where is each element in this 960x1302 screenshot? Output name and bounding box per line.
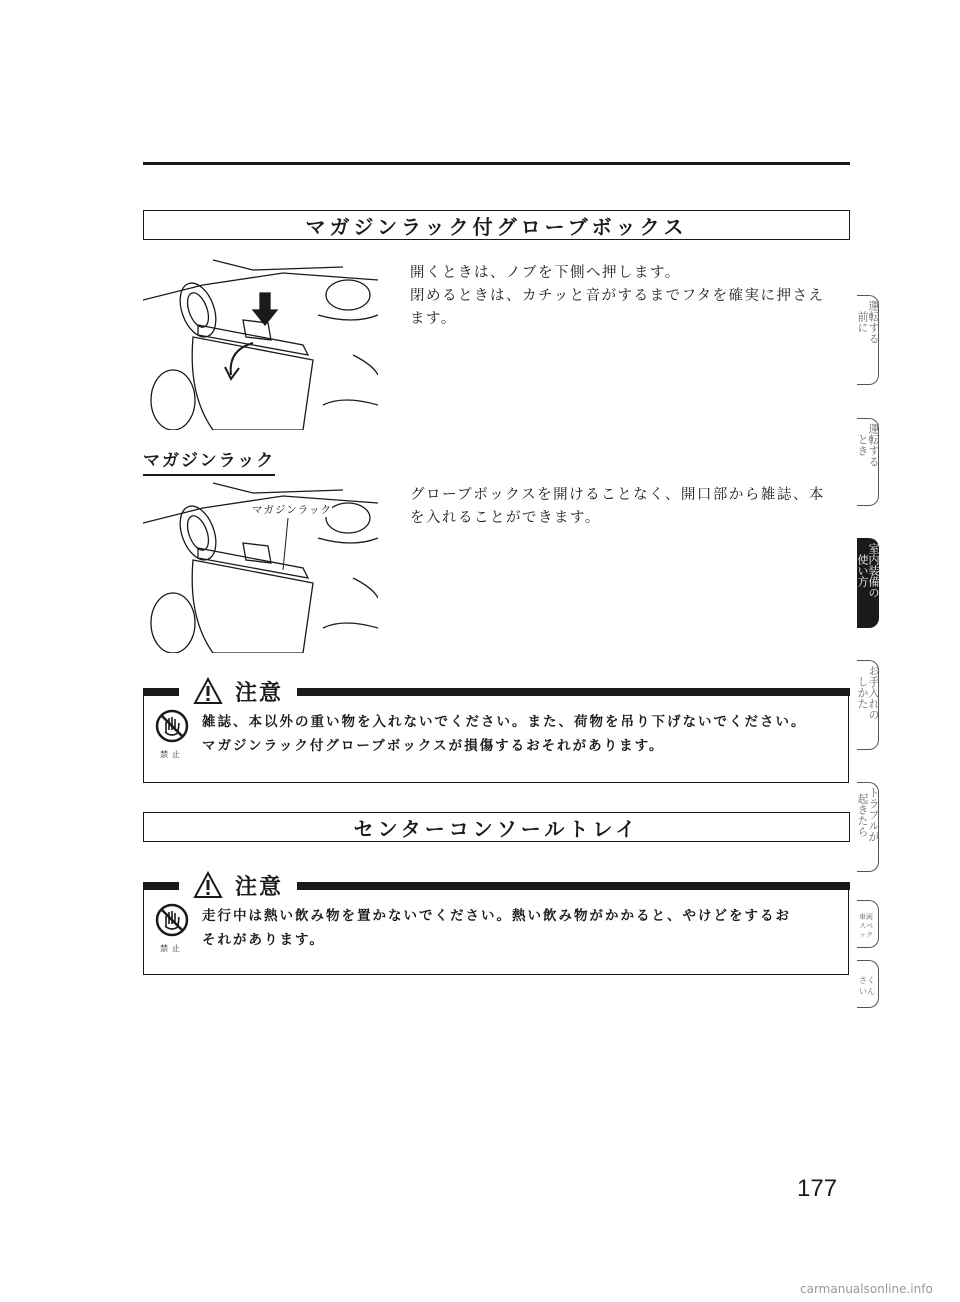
chapter-tab-index[interactable] (857, 960, 879, 1008)
subsection-title-magazine-rack: マガジンラック (143, 446, 275, 476)
caution-content (143, 890, 849, 975)
caution-content (143, 696, 849, 783)
page-number: 177 (797, 1175, 838, 1202)
tab-col: 使い方 (856, 554, 869, 587)
prohibited-sign (154, 708, 190, 760)
prohibited-hand-icon (154, 902, 190, 938)
chapter-tab-troubleshooting[interactable] (857, 782, 879, 872)
tab-col: とき (856, 434, 869, 456)
text-line: それがあります。 (202, 932, 325, 948)
tab-col: 運転する (867, 300, 880, 344)
magazine-rack-description (410, 484, 825, 530)
glovebox-description (410, 262, 825, 331)
text-line: を入れることができます。 (410, 510, 601, 526)
tab-col: 前に (856, 311, 869, 333)
tab-col: お手入れの (867, 665, 880, 720)
chapter-tab-interior-equipment[interactable] (857, 538, 879, 628)
tab-col: さくいん (859, 976, 875, 996)
chapter-tab-before-driving[interactable] (857, 295, 879, 385)
chapter-tab-vehicle-specs[interactable] (857, 900, 879, 948)
chapter-tab-when-driving[interactable] (857, 418, 879, 506)
section-title-glovebox: マガジンラック付グローブボックス (143, 210, 850, 240)
tab-col: 起きたら (856, 792, 869, 837)
chapter-tab-maintenance[interactable] (857, 660, 879, 750)
tab-col: 車両スペック (859, 913, 873, 939)
top-rule (143, 162, 850, 165)
prohibited-hand-icon (154, 708, 190, 744)
glovebox-illustration (143, 255, 378, 430)
text-line: 走行中は熱い飲み物を置かないでください。熱い飲み物がかかると、やけどをするお (202, 908, 791, 924)
text-line: 開くときは、ノブを下側へ押します。 (410, 265, 681, 281)
tab-col: しかた (856, 676, 869, 709)
magazine-rack-callout: マガジンラック (252, 504, 333, 516)
text-line: 雑誌、本以外の重い物を入れないでください。また、荷物を吊り下げないでください。 (202, 714, 807, 730)
prohibited-label: 禁止 (160, 944, 184, 953)
tab-col: トラブルが (867, 787, 880, 842)
text-line: グローブボックスを開けることなく、開口部から雑誌、本 (410, 487, 825, 503)
text-line: 閉めるときは、カチッと音がするまでフタを確実に押さえ (410, 288, 825, 304)
section-title-console-tray: センターコンソールトレイ (143, 812, 850, 842)
text-line: ます。 (410, 311, 457, 327)
prohibited-label: 禁止 (160, 750, 184, 759)
caution-box-console-tray (143, 866, 850, 976)
tab-col: 室内装備の (867, 543, 880, 598)
caution-box-glovebox (143, 672, 850, 784)
caution-label-text: 注意 (235, 680, 284, 706)
tab-col: 運転する (867, 423, 880, 467)
text-line: マガジンラック付グローブボックスが損傷するおそれがあります。 (202, 738, 665, 754)
caution-text (202, 710, 842, 758)
caution-label-text: 注意 (235, 874, 284, 900)
caution-text (202, 904, 842, 952)
prohibited-sign (154, 902, 190, 954)
watermark: carmanualsonline.info (800, 1282, 933, 1296)
